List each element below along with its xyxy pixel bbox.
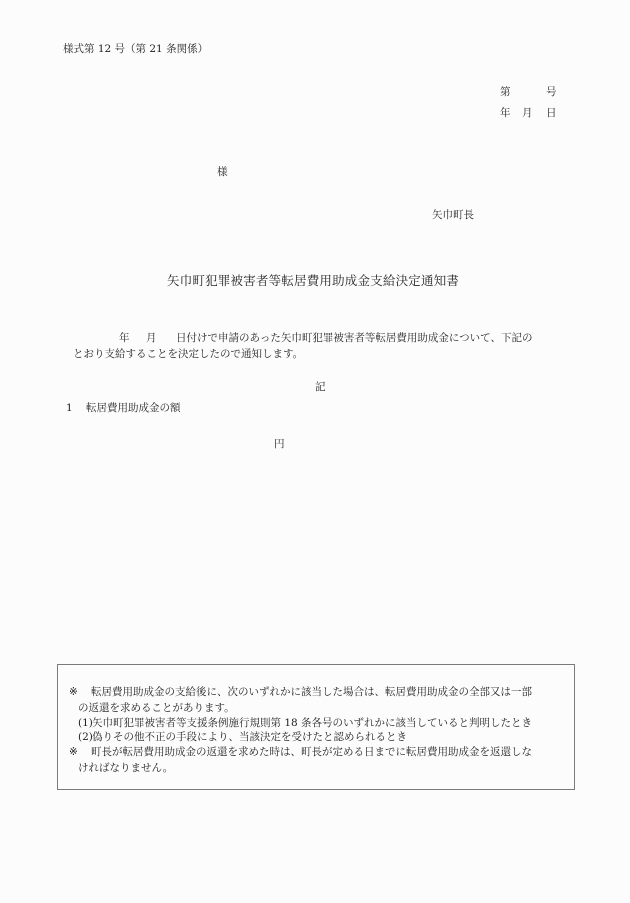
notice-line: ければなりません。 xyxy=(78,762,174,774)
notice-text: 偽りその他不正の手段により、当該決定を受けたと認められるとき xyxy=(92,731,407,743)
document-number-suffix: 号 xyxy=(546,86,557,98)
date-year-label: 年 xyxy=(500,107,511,119)
recipient-honorific: 様 xyxy=(217,166,228,178)
body-paragraph-line-1 xyxy=(63,333,532,344)
form-number: 様式第 12 号（第 21 条関係） xyxy=(63,43,209,55)
sender-name: 矢巾町長 xyxy=(432,209,474,221)
notice-condition xyxy=(78,718,532,729)
notice-box xyxy=(57,664,575,790)
notice-line xyxy=(69,747,532,758)
date-month-label: 月 xyxy=(522,107,533,119)
body-text: 日付けで申請のあった矢巾町犯罪被害者等転居費用助成金について、下記の xyxy=(176,332,533,344)
body-paragraph-line-2: とおり支給することを決定したので通知します。 xyxy=(73,348,304,360)
reference-mark-icon: ※ xyxy=(69,746,78,758)
record-heading: 記 xyxy=(315,381,326,393)
notice-line: の返還を求めることがあります。 xyxy=(78,702,235,714)
notice-text: 町長が転居費用助成金の返還を求めた時は、町長が定める日までに転居費用助成金を返還しな xyxy=(91,746,532,758)
date-day-label: 日 xyxy=(546,107,557,119)
enumerator: (1) xyxy=(78,717,93,729)
page-title: 矢巾町犯罪被害者等転居費用助成金支給決定通知書 xyxy=(167,273,460,288)
reference-mark-icon: ※ xyxy=(69,686,78,698)
amount-unit: 円 xyxy=(274,438,285,450)
record-item xyxy=(66,403,181,414)
document-number-label: 第 xyxy=(500,86,511,98)
enumerator: (2) xyxy=(78,731,93,743)
notice-condition xyxy=(78,732,407,743)
body-year-label: 年 xyxy=(119,332,130,344)
notice-text: 矢巾町犯罪被害者等支援条例施行規則第 18 条各号のいずれかに該当していると判明したとき xyxy=(92,717,533,729)
body-month-label: 月 xyxy=(146,332,157,344)
notice-line xyxy=(69,687,532,698)
item-label: 転居費用助成金の額 xyxy=(86,402,181,414)
item-number: 1 xyxy=(66,402,73,414)
notice-text: 転居費用助成金の支給後に、次のいずれかに該当した場合は、転居費用助成金の全部又は一部 xyxy=(91,686,532,698)
